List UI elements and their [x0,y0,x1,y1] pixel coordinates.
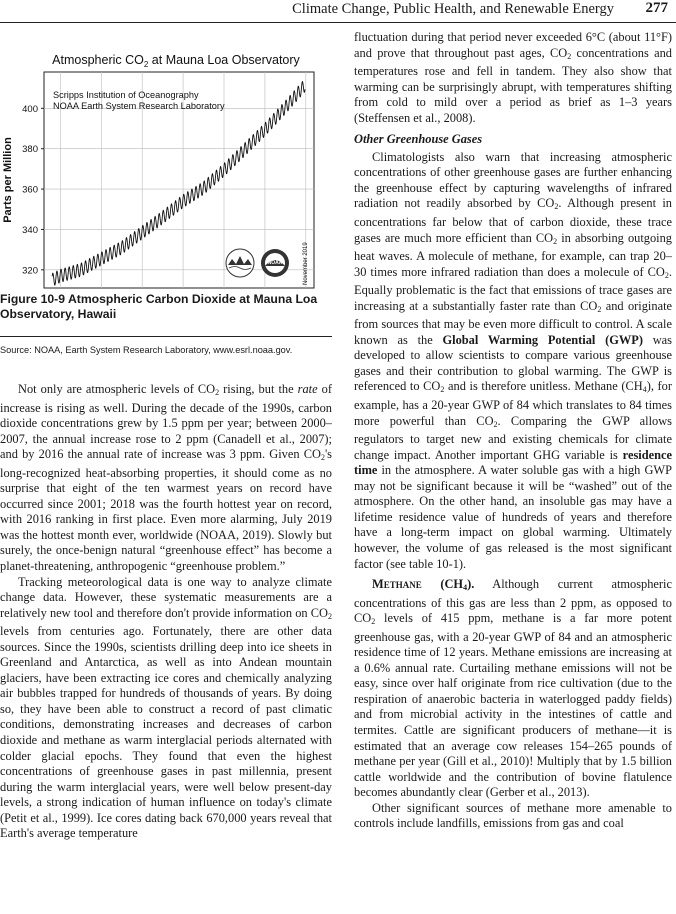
y-tick-label: 380 [22,144,38,156]
paragraph: Methane $(CH_4)$. Although current atmospheric concentrations of this gas are less than 2 ppm, as opposed to $CO_2$ levels of 415 ppm, methane is a far more potent greenhouse gas, with a 20-year GWP of 84 and an atmospheric residence time of 12 years. Methane emissions are increasing at a 0.6% annual rate. Curtailing methane emissions will not be easy, since over half originate from rice cultivation (due to the respiration of anaerobic bacteria in waterlogged paddy fields) and from microbial activity in the intestines of cattle and termites. Cattle are significant producers of methane—it is estimated that an average cow releases 154–265 pounds of methane per year (Gill et al., 2010)! Multiply that by 1.5 billion cattle worldwide and the contribution of bovine flatulence becomes abundantly clear (Gerber et al., 2013). [354,577,672,800]
paragraph: Climatologists also warn that increasing atmospheric concentrations of other greenhouse gases are further enhancing the greenhouse effect by capturing wavelengths of infrared radiation not readily absorbed by $CO_2$. Although present in concentrations far below that of carbon dioxide, these trace gases are much more efficient than $CO_2$ in absorbing outgoing heat waves. A molecule of methane, for example, can trap 20–30 times more infrared radiation than does a molecule of $CO_2$. Equally problematic is the fact that emissions of trace gases are increasing at a substantially faster rate than $CO_2$ and originate from sources that may be even more difficult to control. A scale known as the Global Warming Potential (GWP) was developed to allow scientists to compare various greenhouse gases and their contribution to global warming. The GWP is referenced to $CO_2$ and is therefore unitless. Methane $(CH_4)$, for example, has a 20-year GWP of 84 which translates to 84 times more powerful than $CO_2$. Comparing the GWP allows regulators to target new and existing chemicals for climate change impact. Another important GHG variable is residence time in the atmosphere. A water soluble gas with a high GWP may not be significant because it will be “washed” out of the atmosphere. On the other hand, an insoluble gas may have a lifetime residence value of hundreds of years and therefore have a long-term impact on global warming. Ultimately however, the volume of gas released is the most significant factor (see table 10-1). [354,149,673,571]
y-tick-label: 320 [22,265,38,277]
left-body-text [0,382,332,842]
section-heading: Other Greenhouse Gases [354,132,483,147]
date-annotation: November 2019 [303,242,309,285]
running-header [0,0,676,23]
running-title: Climate Change, Public Health, and Renewable Energy [292,1,614,17]
y-axis-label: Parts per Million [2,137,14,223]
noaa-logo-icon [261,249,289,277]
page-number: 277 [645,0,668,16]
scripps-logo-icon [226,249,254,277]
paragraph: Not only are atmospheric levels of $CO_2$ rising, but the rate of increase is rising as well. During the decade of the 1990s, carbon dioxide concentrations grew by 1.5 ppm per year; between 2000–2007, the annual increase rose to 2 ppm (Canadell et al., 2007); and by 2016 the annual rate of increase was 3 ppm. Given $CO_2's$ long-recognized heat-absorbing properties, it should come as no surprise that eight of the ten warmest years on record have occurred since 2001; 2018 was the fourth hottest year on record, with 2016 ranking in first place. Even more alarming, July 2019 was the hottest month ever, worldwide (NOAA, 2019). Slowly but surely, the once-benign natural “greenhouse effect” has become a planet-threatening, anthropogenic “greenhouse problem.” [0,382,333,574]
chart-title: Atmospheric $CO_2$ at Mauna Loa Observatory [52,53,300,69]
chart-svg [0,30,332,292]
paragraph: Tracking meteorological data is one way to analyze climate change data. However, these systematic measurements are a relatively new tool and therefore don't provide information on $CO_2$ levels from centuries ago. Fortunately, there are other data sources. Since the 1990s, scientists drilling deep into ice sheets in Greenland and Antarctica, as well as into Andean mountain glaciers, have been extracting ice cores and chemically analyzing air bubbles trapped for hundreds of thousands of years. By doing so, they have been able to construct a record of past climatic conditions, demonstrating increases and decreases of carbon dioxide and methane as warm interglacial periods alternated with colder glacial epochs. They found that even the highest concentrations of greenhouse gases in past millennia, present during the warm interglacial years, were well below present-day levels, a strong indication of human influence on today's climate (Petit et al., 1999). Ice cores dating back 670,000 years reveal that Earth's average temperature [0,574,332,841]
legend-noaa: NOAA Earth System Research Laboratory [53,101,225,111]
right-column [354,30,672,832]
y-tick-label: 340 [22,224,38,236]
caption-rule [0,336,332,337]
y-ticks [22,104,44,276]
paragraph: fluctuation during that period never exceeded 6°C (about 11°F) and prove that throughout past ages, $CO_2$ concentrations and temperatures rose and fell in tandem. They also show that warming can be surprisingly abrupt, with temperatures shifting from cold to mild over a period as brief as 1–3 years (Steffensen et al., 2008). [354,30,673,125]
y-tick-label: 400 [22,103,38,115]
figure-caption: Figure 10-9 Atmospheric Carbon Dioxide at Mauna Loa Observatory, Hawaii [0,292,318,321]
noaa-logo-text: NOAA [267,260,283,266]
paragraph: Other significant sources of methane more amenable to controls include landfills, emissions from gas and coal [354,800,672,831]
legend-scripps: Scripps Institution of Oceanography [53,90,199,100]
co2-chart [0,30,332,292]
figure-source: Source: NOAA, Earth System Research Laboratory, www.esrl.noaa.gov. [0,345,293,355]
y-tick-label: 360 [22,184,38,196]
